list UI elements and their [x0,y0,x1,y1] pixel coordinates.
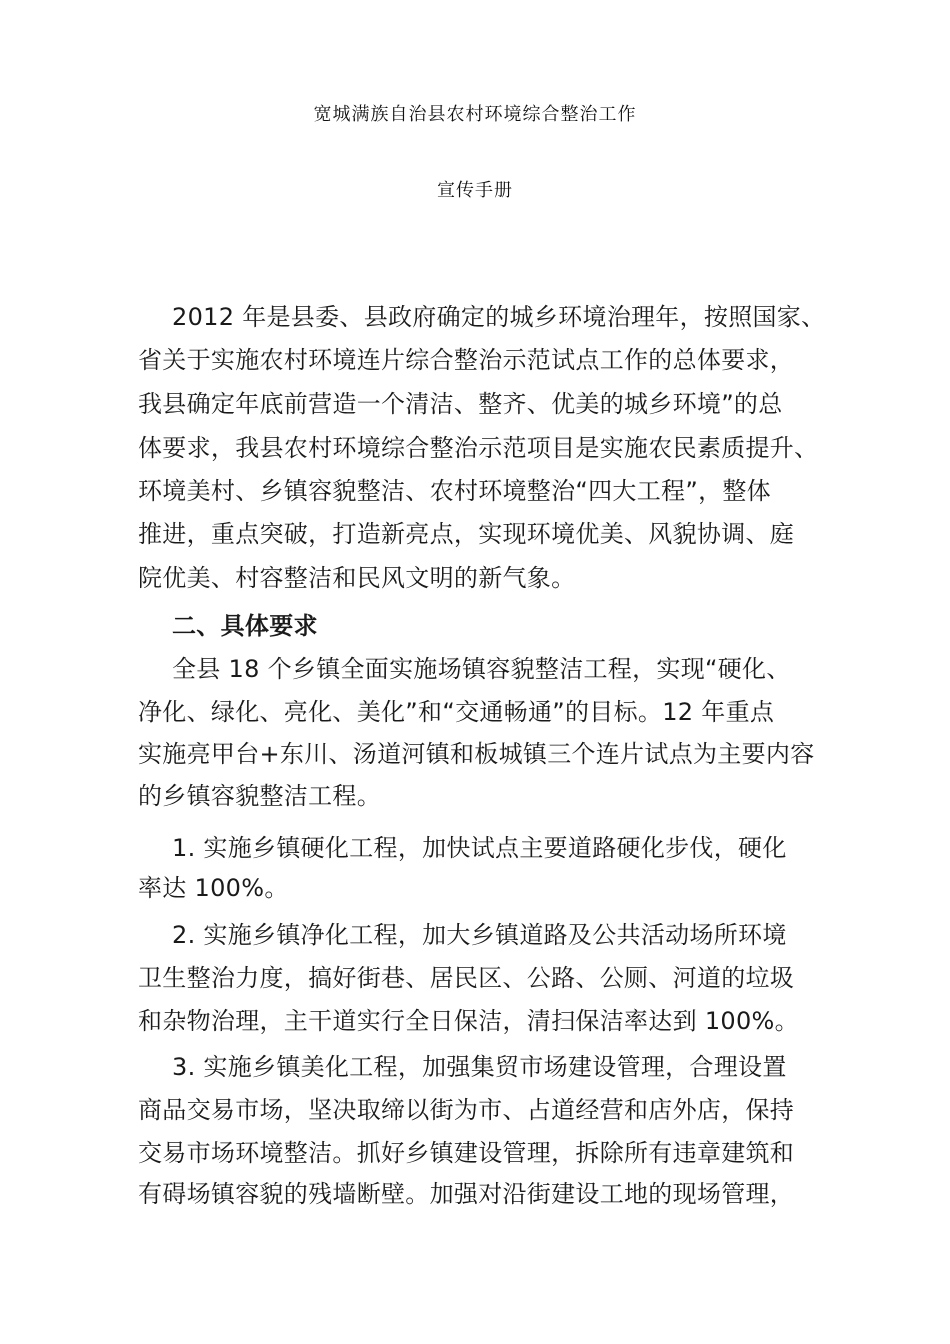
item3-line: 商品交易市场，坚决取缔以街为市、占道经营和店外店，保持 [138,1096,795,1124]
intro-line: 推进，重点突破，打造新亮点，实现环境优美、风貌协调、庭 [138,520,795,548]
section2-line: 净化、绿化、亮化、美化”和“交通畅通”的目标。12 年重点 [138,698,775,726]
section2-line: 的乡镇容貌整洁工程。 [138,782,381,810]
section2-line: 全县 18 个乡镇全面实施场镇容貌整洁工程，实现“硬化、 [172,655,791,683]
item3-line: 交易市场环境整洁。抓好乡镇建设管理，拆除所有违章建筑和 [138,1139,795,1167]
section2-line: 实施亮甲台+东川、汤道河镇和板城镇三个连片试点为主要内容 [138,740,815,768]
section-heading: 二、具体要求 [172,612,318,640]
item2-line: 2. 实施乡镇净化工程，加大乡镇道路及公共活动场所环境 [172,921,787,949]
intro-line: 2012 年是县委、县政府确定的城乡环境治理年，按照国家、 [172,303,826,331]
item2-line: 和杂物治理，主干道实行全日保洁，清扫保洁率达到 100%。 [138,1007,799,1035]
intro-line: 院优美、村容整洁和民风文明的新气象。 [138,564,576,592]
intro-line: 我县确定年底前营造一个清洁、整齐、优美的城乡环境”的总 [138,390,783,418]
item3-line: 3. 实施乡镇美化工程，加强集贸市场建设管理，合理设置 [172,1053,787,1081]
document-title-line-2: 宣传手册 [437,180,513,201]
item3-line: 有碍场镇容貌的残墙断壁。加强对沿街建设工地的现场管理， [138,1180,795,1208]
item1-line: 率达 100%。 [138,874,289,902]
item2-line: 卫生整治力度，搞好街巷、居民区、公路、公厕、河道的垃圾 [138,964,795,992]
document-title-line-1: 宽城满族自治县农村环境综合整治工作 [313,104,637,125]
intro-line: 省关于实施农村环境连片综合整治示范试点工作的总体要求， [138,346,795,374]
intro-line: 环境美村、乡镇容貌整洁、农村环境整治“四大工程”，整体 [138,477,771,505]
intro-line: 体要求，我县农村环境综合整治示范项目是实施农民素质提升、 [138,434,819,462]
item1-line: 1. 实施乡镇硬化工程，加快试点主要道路硬化步伐，硬化 [172,834,787,862]
